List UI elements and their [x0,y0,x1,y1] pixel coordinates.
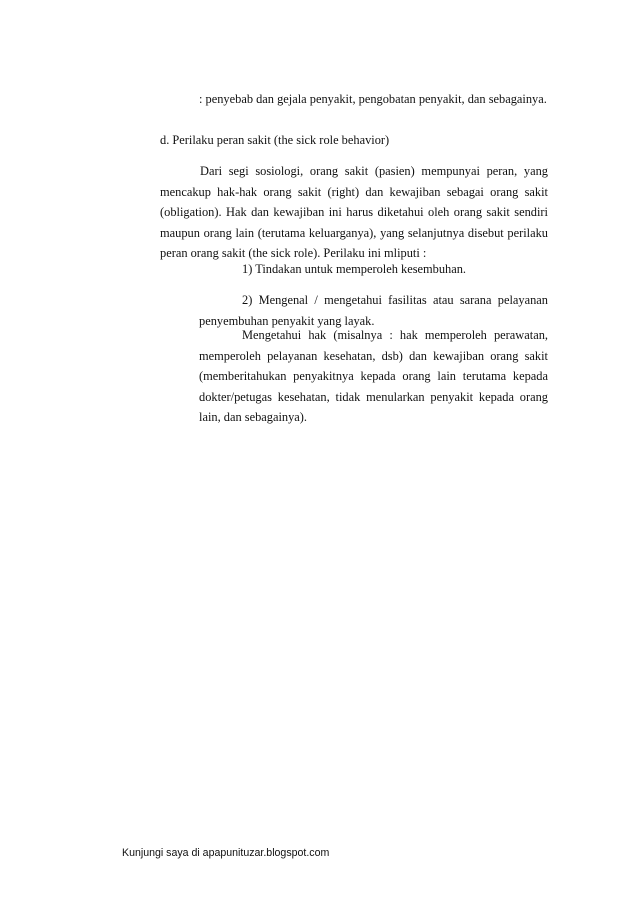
page-footer: Kunjungi saya di apapunituzar.blogspot.com [122,847,330,859]
list-item-1: 1) Tindakan untuk memperoleh kesembuhan. [242,262,467,276]
section-heading: d. Perilaku peran sakit (the sick role behavior) [160,133,390,147]
list-item-2: 2) Mengenal / mengetahui fasilitas atau sarana pelayanan penyembuhan penyakit yang layak. [199,293,548,328]
continuation-paragraph: : penyebab dan gejala penyakit, pengobatan penyakit, dan sebagainya. [199,92,547,106]
list-item-3: Mengetahui hak (misalnya : hak memperoleh perawatan, memperoleh pelayanan kesehatan, dsb) dan kewajiban orang sakit (memberitahukan penyakitnya kepada orang lain terutama kepada dokter/petugas kesehatan, tidak menularkan penyakit kepada orang lain, dan sebagainya). [199,328,548,424]
section-body-paragraph: Dari segi sosiologi, orang sakit (pasien) mempunyai peran, yang mencakup hak-hak orang sakit (right) dan kewajiban sebagai orang sakit (obligation). Hak dan kewajiban ini harus diketahui oleh orang sakit sendiri maupun orang lain (terutama keluarganya), yang selanjutnya disebut perilaku peran orang sakit (the sick role). Perilaku ini mliputi : [160,164,548,260]
